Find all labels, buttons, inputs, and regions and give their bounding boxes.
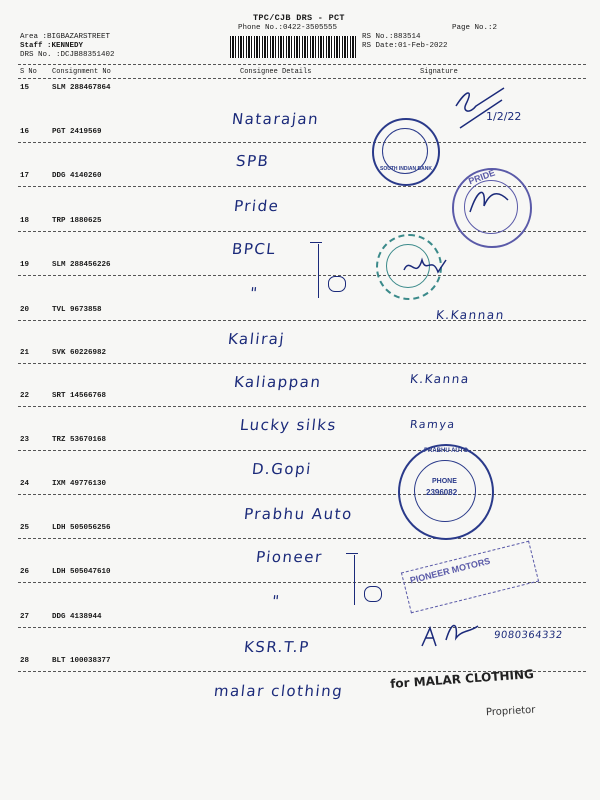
handwritten-consignee: malar clothing xyxy=(213,682,345,700)
row-sno: 17 xyxy=(20,172,30,180)
divider xyxy=(18,78,586,79)
divider xyxy=(18,64,586,65)
proprietor-stamp-text: Proprietor xyxy=(485,704,536,719)
prabhu-stamp xyxy=(398,444,494,540)
row-consignment: IXM 49776130 xyxy=(52,480,107,488)
row-sno: 21 xyxy=(20,349,30,357)
row-consignment: PGT 2419569 xyxy=(52,128,102,136)
handwritten-consignee: Prabhu Auto xyxy=(243,505,354,523)
signature-scribble xyxy=(464,182,514,222)
col-consignee: Consignee Details xyxy=(240,68,312,76)
row-sno: 19 xyxy=(20,261,30,269)
pioneer-stamp xyxy=(401,541,539,614)
signature-scribble xyxy=(418,618,488,654)
bracket-mark xyxy=(318,244,319,298)
page-number: Page No.:2 xyxy=(452,24,498,32)
bracket-mark xyxy=(354,555,355,605)
receiver-phone: 9080364332 xyxy=(493,630,564,641)
handwritten-consignee: " xyxy=(271,592,282,610)
handwritten-consignee: Kaliraj xyxy=(227,330,287,348)
drs-number: DRS No. :DCJB88351402 xyxy=(20,51,115,59)
row-consignment: SRT 14566768 xyxy=(52,392,107,400)
rs-number: RS No.:883514 xyxy=(362,33,421,41)
handwritten-consignee: Kaliappan xyxy=(233,373,323,391)
row-consignment: TVL 9673858 xyxy=(52,306,102,314)
row-consignment: SVK 60226982 xyxy=(52,349,107,357)
signature-scribble xyxy=(440,84,510,132)
row-sno: 18 xyxy=(20,217,30,225)
handwritten-consignee: Pioneer xyxy=(255,548,324,566)
bracket-mark xyxy=(328,276,346,292)
row-divider xyxy=(18,406,586,407)
row-sno: 27 xyxy=(20,613,30,621)
row-divider xyxy=(18,450,586,451)
handwritten-consignee: " xyxy=(249,284,260,302)
phone-number: Phone No.:0422-3505555 xyxy=(238,24,338,32)
handwritten-consignee: Natarajan xyxy=(231,110,321,128)
row-divider xyxy=(18,494,586,495)
row-sno: 25 xyxy=(20,524,30,532)
row-consignment: SLM 288456226 xyxy=(52,261,111,269)
row-consignment: TRP 1880625 xyxy=(52,217,102,225)
row-sno: 26 xyxy=(20,568,30,576)
row-consignment: TRZ 53670168 xyxy=(52,436,107,444)
prabhu-stamp-text: PRABHU AUTO xyxy=(423,448,468,454)
row-divider xyxy=(18,627,586,628)
row-sno: 22 xyxy=(20,392,30,400)
handwritten-consignee: BPCL xyxy=(231,240,278,258)
receiver-name: K.Kanna xyxy=(409,372,471,386)
rs-date: RS Date:01-Feb-2022 xyxy=(362,42,448,50)
row-sno: 16 xyxy=(20,128,30,136)
bank-stamp-text: SOUTH INDIAN BANK xyxy=(380,166,432,172)
barcode xyxy=(230,36,356,58)
document-title: TPC/CJB DRS - PCT xyxy=(253,13,345,23)
pioneer-stamp-text: PIONEER MOTORS xyxy=(408,555,492,586)
bracket-mark xyxy=(364,586,382,602)
handwritten-consignee: Lucky silks xyxy=(239,416,338,434)
receiver-name: Ramya xyxy=(409,418,457,431)
handwritten-consignee: D.Gopi xyxy=(251,460,313,478)
row-consignment: DDG 4138944 xyxy=(52,613,102,621)
malar-stamp-text: for MALAR CLOTHING xyxy=(389,666,535,692)
col-consignment: Consignment No xyxy=(52,68,111,76)
handwritten-consignee: SPB xyxy=(235,152,271,170)
receiver-name: K.Kannan xyxy=(435,308,506,322)
bank-stamp xyxy=(372,118,440,186)
row-consignment: LDH 505047610 xyxy=(52,568,111,576)
row-sno: 20 xyxy=(20,306,30,314)
row-sno: 28 xyxy=(20,657,30,665)
row-divider xyxy=(18,538,586,539)
row-sno: 24 xyxy=(20,480,30,488)
area-field: Area :BIGBAZARSTREET xyxy=(20,33,111,41)
row-divider xyxy=(18,275,586,276)
row-consignment: DDG 4140260 xyxy=(52,172,102,180)
row-sno: 23 xyxy=(20,436,30,444)
row-divider xyxy=(18,363,586,364)
bracket-mark xyxy=(310,242,322,243)
bracket-mark xyxy=(346,553,358,554)
signature-date: 1/2/22 xyxy=(486,110,522,123)
staff-field: Staff :KENNEDY xyxy=(20,42,84,50)
row-sno: 15 xyxy=(20,84,30,92)
stamp-phone-label: PHONE xyxy=(432,478,457,485)
handwritten-consignee: KSR.T.P xyxy=(243,638,311,656)
col-signature: Signature xyxy=(420,68,458,76)
pride-stamp-text: PRIDE xyxy=(467,167,497,187)
row-divider xyxy=(18,142,586,143)
row-consignment: LDH 505056256 xyxy=(52,524,111,532)
col-sno: S No xyxy=(20,68,37,76)
signature-scribble xyxy=(400,250,450,290)
handwritten-consignee: Pride xyxy=(233,197,281,215)
row-consignment: SLM 288467864 xyxy=(52,84,111,92)
row-consignment: BLT 100038377 xyxy=(52,657,111,665)
stamp-phone-number: 2396082 xyxy=(426,488,458,497)
